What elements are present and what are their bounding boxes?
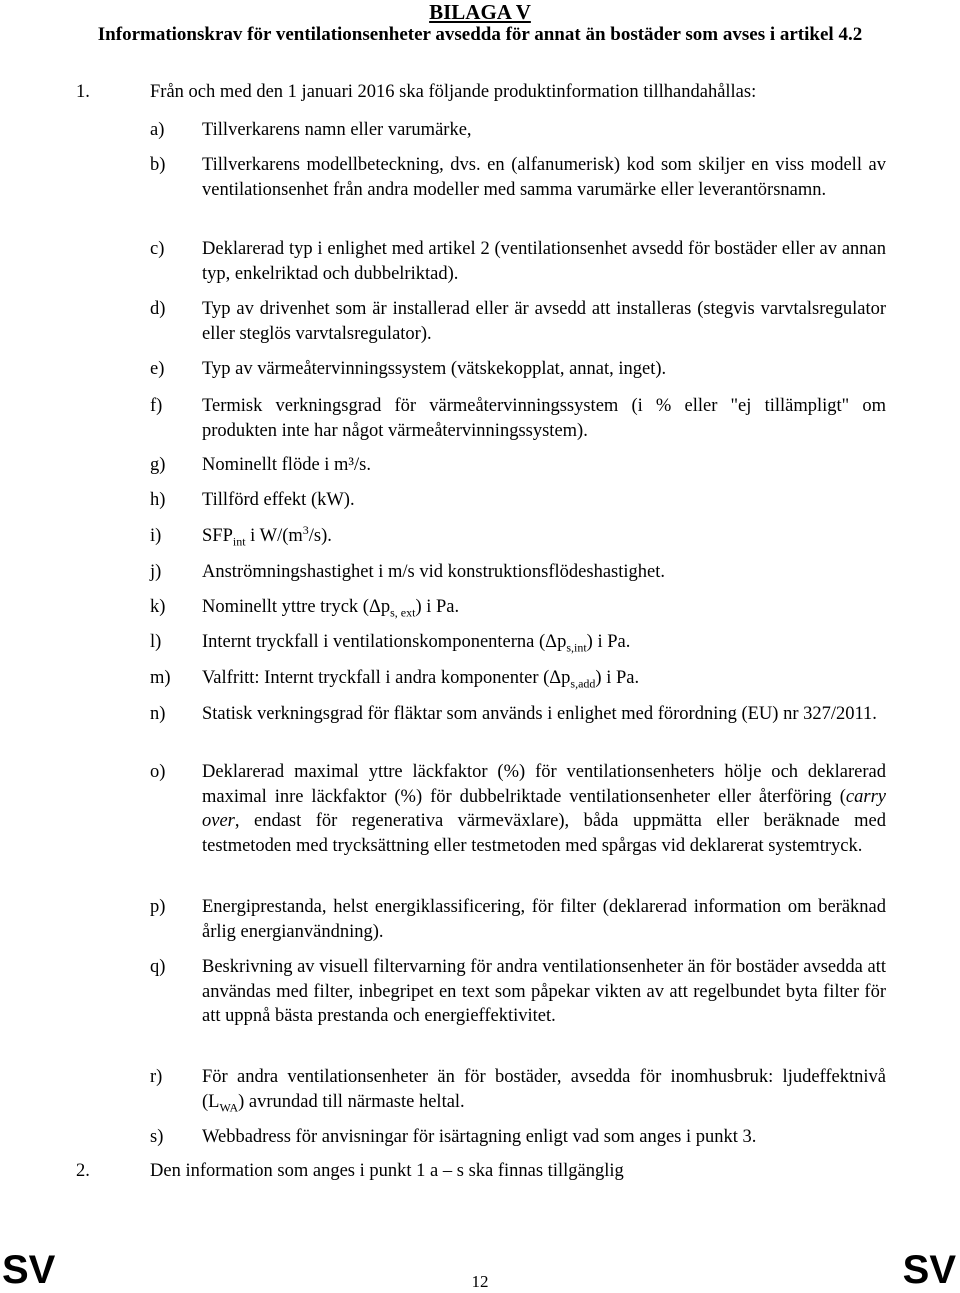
section-text: Från och med den 1 januari 2016 ska följande produktinformation tillhandahållas:: [150, 82, 757, 102]
item-label: q): [150, 957, 166, 977]
item-label: l): [150, 632, 162, 652]
section-number: 1.: [76, 82, 90, 102]
item-text: Nominellt yttre tryck $(\Delta p_{s, ext})$ i Pa.: [202, 597, 460, 620]
item-text: Internt tryckfall i ventilationskomponenterna $(\Delta p_{s,int})$ i Pa.: [202, 632, 631, 655]
item-label: c): [150, 239, 165, 259]
item-text: För andra ventilationsenheter än för bostäder, avsedda för inomhusbruk: ljudeffektnivå $(L_{WA})$ avrundad till närmaste heltal.: [202, 1067, 886, 1115]
item-text: Beskrivning av visuell filtervarning för andra ventilationsenheter än för bostäder avsedda att användas med filter, inbegripet en text som påpekar vikten av att regelbundet byta filter för att uppnå bästa prestanda och energieffektivitet.: [202, 957, 886, 1026]
item-label: m): [150, 668, 171, 688]
item-label: r): [150, 1067, 163, 1087]
item-label: p): [150, 897, 166, 917]
section-number: 2.: [76, 1161, 90, 1181]
item-text: Tillverkarens modellbeteckning, dvs. en (alfanumerisk) kod som skiljer en viss modell av ventilationsenhet från andra modeller med samma varumärke eller leverantörsnamn.: [202, 155, 886, 200]
item-text: Typ av drivenhet som är installerad eller är avsedd att installeras (stegvis varvtalsregulator eller steglös varvtalsregulator).: [202, 299, 886, 344]
item-text: Valfritt: Internt tryckfall i andra komponenter $(\Delta p_{s,add})$ i Pa.: [202, 668, 640, 691]
item-label: i): [150, 526, 162, 546]
document-title: Informationskrav för ventilationsenheter avsedda för annat än bostäder som avses i artikel 4.2: [97, 24, 863, 45]
item-label: a): [150, 120, 165, 140]
item-label: s): [150, 1127, 164, 1147]
language-code-left: SV: [2, 1248, 56, 1292]
item-label: o): [150, 762, 166, 782]
item-label: d): [150, 299, 166, 319]
item-label: k): [150, 597, 166, 617]
item-text: Energiprestanda, helst energiklassificering, för filter (deklarerad information om beräknad årlig energianvändning).: [202, 897, 886, 942]
item-text: Tillverkarens namn eller varumärke,: [202, 120, 472, 140]
item-text: $SFP_{int}$ i $W/(m^3/s)$.: [202, 522, 332, 549]
item-text: Deklarerad typ i enlighet med artikel 2 (ventilationsenhet avsedd för bostäder eller av annan typ, enkelriktad och dubbelriktad).: [202, 239, 886, 284]
language-code-right: SV: [902, 1248, 956, 1292]
item-label: h): [150, 490, 166, 510]
page-number: 12: [471, 1272, 489, 1291]
item-text: Webbadress för anvisningar för isärtagning enligt vad som anges i punkt 3.: [202, 1127, 757, 1147]
item-label: b): [150, 155, 166, 175]
item-label: g): [150, 455, 166, 475]
section-text: Den information som anges i punkt 1 a – s ska finnas tillgänglig: [150, 1161, 624, 1181]
item-text: Anströmningshastighet i m/s vid konstruktionsflödeshastighet.: [202, 562, 665, 582]
item-text: Statisk verkningsgrad för fläktar som används i enlighet med förordning (EU) nr 327/2011.: [202, 704, 877, 724]
item-text: Termisk verkningsgrad för värmeåtervinningssystem (i % eller "ej tillämpligt" om produkten inte har något värmeåtervinningssystem).: [202, 396, 886, 441]
item-text: Nominellt flöde i m³/s.: [202, 455, 371, 475]
annex-heading: BILAGA V: [429, 0, 531, 24]
item-text: Deklarerad maximal yttre läckfaktor (%) för ventilationsenheters hölje och deklarerad maximal inre läckfaktor (%) för dubbelriktade ventilationsenheter eller återföring (carry over, endast för regenerativa värmeväxlare), båda uppmätta eller beräknade med testmetoden med trycksättning eller testmetoden med spårgas vid deklarerat systemtryck.: [202, 762, 886, 856]
item-label: f): [150, 396, 163, 416]
item-label: j): [150, 562, 162, 582]
item-text: Tillförd effekt (kW).: [202, 490, 355, 510]
item-text: Typ av värmeåtervinningssystem (vätskekopplat, annat, inget).: [202, 359, 667, 379]
item-label: n): [150, 704, 166, 724]
item-label: e): [150, 359, 165, 379]
